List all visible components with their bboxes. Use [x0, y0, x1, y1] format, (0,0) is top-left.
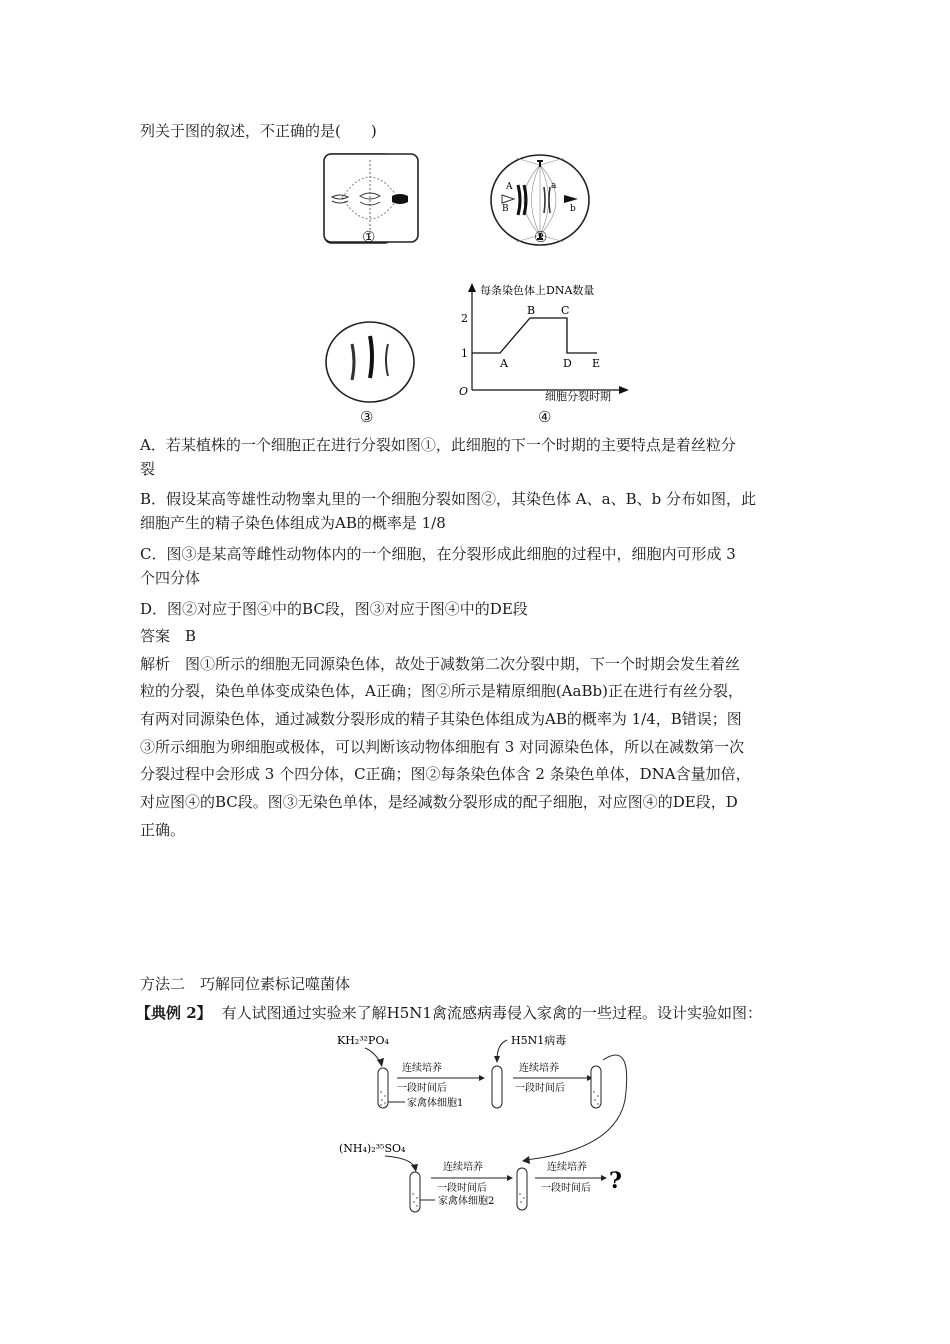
figure-3-diagram: [324, 320, 416, 404]
analysis-line-6: 对应图④的BC段。图③无染色单体，是经减数分裂形成的配子细胞，对应图④的DE段，D: [140, 793, 738, 811]
option-a-line1: A．若某植株的一个细胞正在进行分裂如图①，此细胞的下一个时期的主要特点是着丝粒分: [140, 436, 736, 454]
figure-1-label: ①: [362, 228, 376, 246]
option-a-line2: 裂: [140, 460, 156, 478]
arrow-2-bottom: 一段时间后: [515, 1083, 565, 1094]
arrow-3-bottom: 一段时间后: [437, 1183, 487, 1194]
chart-x-title: 细胞分裂时期: [545, 390, 611, 403]
figure-4-chart: [455, 278, 635, 404]
analysis-line-5: 分裂过程中会形成 3 个四分体，C正确；图②每条染色体含 2 条染色单体，DNA含量加倍，: [140, 765, 751, 783]
option-c-line1: C．图③是某高等雌性动物体内的一个细胞，在分裂形成此细胞的过程中，细胞内可形成 3: [140, 545, 736, 563]
analysis-line-2: 粒的分裂，染色单体变成染色体，A正确；图②所示是精原细胞(AaBb)正在进行有丝分裂，: [140, 682, 743, 700]
arrow-4-top: 连续培养: [547, 1162, 587, 1173]
fig2-letter-B: B: [502, 204, 509, 214]
method-2-title: 方法二 巧解同位素标记噬菌体: [140, 975, 351, 993]
figure-3-label: ③: [360, 408, 374, 426]
answer: 答案 B: [140, 627, 197, 645]
arrow-1-bottom: 一段时间后: [397, 1083, 447, 1094]
analysis-line-1: 解析 图①所示的细胞无同源染色体，故处于减数第二次分裂中期，下一个时期会发生着丝: [140, 655, 741, 673]
chart-line: [472, 318, 597, 353]
chart-y-tick-2: 2: [461, 312, 468, 325]
virus-label: H5N1病毒: [511, 1034, 567, 1047]
analysis-line-7: 正确。: [140, 821, 186, 839]
chart-point-C: C: [561, 304, 570, 317]
fig2-letter-A: A: [506, 182, 513, 192]
example-2-tag: 【典例 2】: [136, 1004, 212, 1022]
unknown-result: ?: [609, 1168, 622, 1194]
reagent-2: (NH₄)₂³⁵SO₄: [339, 1142, 406, 1155]
figure-4-label: ④: [538, 408, 552, 426]
chart-point-A: A: [500, 357, 508, 370]
chart-point-E: E: [592, 357, 601, 370]
question-stem: 列关于图的叙述，不正确的是( ): [140, 122, 377, 140]
figure-2-label: ②: [534, 228, 548, 246]
fig2-letter-a: a: [551, 181, 557, 191]
arrow-2-top: 连续培养: [519, 1063, 559, 1074]
chart-y-tick-1: 1: [461, 347, 468, 360]
chart-point-B: B: [527, 304, 536, 317]
chart-origin: O: [459, 385, 469, 398]
chart-y-title: 每条染色体上DNA数量: [480, 284, 595, 297]
arrow-4-bottom: 一段时间后: [541, 1183, 591, 1194]
example-2-text: 有人试图通过实验来了解H5N1禽流感病毒侵入家禽的一些过程。设计实验如图：: [221, 1004, 762, 1022]
analysis-line-4: ③所示细胞为卵细胞或极体，可以判断该动物体细胞有 3 对同源染色体，所以在减数第一次: [140, 738, 745, 756]
fig2-letter-b: b: [570, 204, 576, 214]
arrow-3-top: 连续培养: [443, 1162, 483, 1173]
experiment-diagram: [335, 1030, 645, 1220]
analysis-line-3: 有两对同源染色体，通过减数分裂形成的精子其染色体组成为AB的概率为 1/4，B错误；图: [140, 710, 742, 728]
chart-point-D: D: [563, 357, 572, 370]
option-b-line2: 细胞产生的精子染色体组成为AB的概率是 1/8: [140, 514, 446, 532]
cell-1-label: 家禽体细胞1: [407, 1098, 464, 1109]
option-c-line2: 个四分体: [140, 569, 201, 587]
option-b-line1: B．假设某高等雄性动物睾丸里的一个细胞分裂如图②，其染色体 A、a、B、b 分布如图，此: [140, 490, 756, 508]
example-2: [136, 1002, 762, 1024]
arrow-1-top: 连续培养: [402, 1063, 442, 1074]
option-d-line1: D．图②对应于图④中的BC段，图③对应于图④中的DE段: [140, 600, 528, 618]
reagent-1: KH₂³²PO₄: [337, 1034, 389, 1047]
cell-2-label: 家禽体细胞2: [438, 1196, 495, 1207]
